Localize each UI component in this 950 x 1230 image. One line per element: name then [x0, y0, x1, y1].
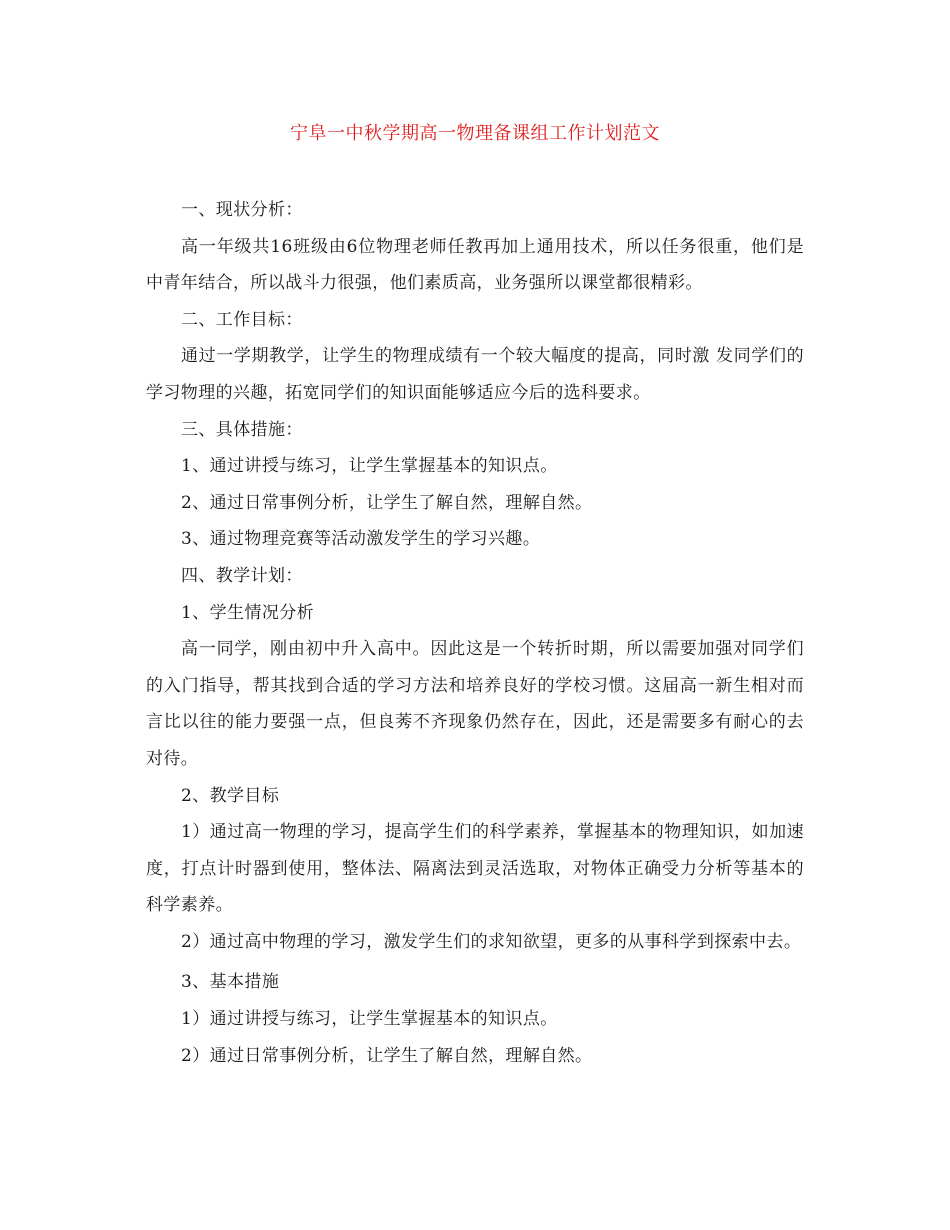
- list-item: 1）通过讲授与练习，让学生掌握基本的知识点。: [181, 1009, 558, 1030]
- paragraph-status: 高一年级共16班级由6位物理老师任教再加上通用技术，所以任务很重，他们是中青年结合，所以战斗力很强，他们素质高，业务强所以课堂都很精彩。: [146, 236, 804, 294]
- list-item: 2）通过高中物理的学习，激发学生们的求知欲望，更多的从事科学到探索中去。: [181, 931, 802, 952]
- list-item: 1、通过讲授与练习，让学生掌握基本的知识点。: [181, 456, 558, 477]
- section-heading-goals: 二、工作目标：: [181, 309, 303, 330]
- paragraph-student-analysis: 高一同学，刚由初中升入高中。因此这是一个转折时期，所以需要加强对同学们的入门指导，帮其找到合适的学习方法和培养良好的学校习惯。这届高一新生相对而言比以往的能力要强一点，但良莠不齐现象仍然存在，因此，还是需要多有耐心的去对待。: [146, 639, 804, 769]
- paragraph-goals: 通过一学期教学，让学生的物理成绩有一个较大幅度的提高，同时激 发同学们的学习物理的兴趣，拓宽同学们的知识面能够适应今后的选科要求。: [146, 346, 804, 403]
- document-body: [146, 192, 804, 1074]
- section-heading-plan: 四、教学计划：: [181, 565, 303, 586]
- list-item: 2、通过日常事例分析，让学生了解自然，理解自然。: [181, 492, 593, 513]
- subheading-teaching-goals: 2、教学目标: [181, 785, 280, 806]
- document-title: 宁阜一中秋学期高一物理备课组工作计划范文: [290, 123, 660, 144]
- subheading-basic-measures: 3、基本措施: [181, 972, 280, 993]
- list-item: 3、通过物理竞赛等活动激发学生的学习兴趣。: [181, 529, 541, 550]
- section-heading-status: 一、现状分析：: [181, 200, 303, 220]
- list-item: 1）通过高一物理的学习，提高学生们的科学素养，掌握基本的物理知识，如加速度，打点计时器到使用，整体法、隔离法到灵活选取，对物体正确受力分析等基本的科学素养。: [146, 822, 804, 916]
- section-heading-measures: 三、具体措施：: [181, 419, 303, 440]
- list-item: 2）通过日常事例分析，让学生了解自然，理解自然。: [181, 1045, 593, 1066]
- subheading-student-analysis: 1、学生情况分析: [181, 602, 315, 623]
